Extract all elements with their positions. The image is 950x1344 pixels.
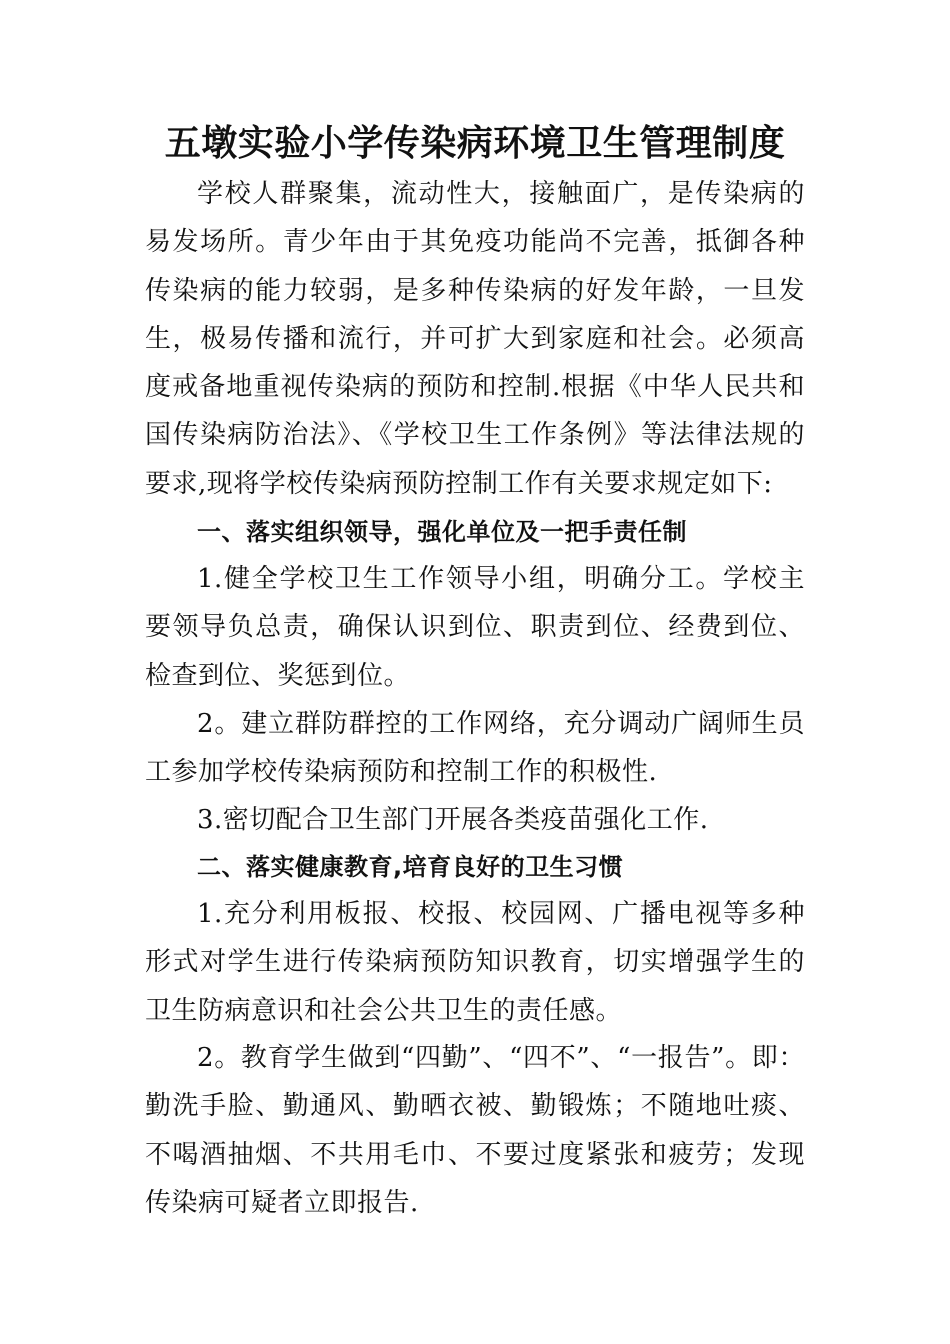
section2-heading: 二、落实健康教育,培育良好的卫生习惯	[197, 853, 624, 881]
document-title: 五墩实验小学传染病环境卫生管理制度	[164, 123, 786, 164]
section2-item-2: 2。教育学生做到“四勤”、“四不”、“一报告”。即：勤洗手脸、勤通风、勤晒衣被、勤锻炼；不随地吐痰、不喝酒抽烟、不共用毛巾、不要过度紧张和疲劳；发现传染病可疑者立即报告.	[145, 1043, 805, 1218]
section1-heading: 一、落实组织领导，强化单位及一把手责任制	[197, 518, 687, 546]
intro-paragraph: 学校人群聚集，流动性大，接触面广，是传染病的易发场所。青少年由于其免疫功能尚不完善，抵御各种传染病的能力较弱，是多种传染病的好发年龄，一旦发生，极易传播和流行，并可扩大到家庭和社会。必须高度戒备地重视传染病的预防和控制.根据《中华人民共和国传染病防治法》、《学校卫生工作条例》等法律法规的要求,现将学校传染病预防控制工作有关要求规定如下:	[145, 179, 805, 499]
section1-item-1: 1.健全学校卫生工作领导小组，明确分工。学校主要领导负总责，确保认识到位、职责到位、经费到位、检查到位、奖惩到位。	[145, 564, 805, 691]
section1-item-3: 3.密切配合卫生部门开展各类疫苗强化工作.	[197, 805, 709, 835]
section1-item-2: 2。建立群防群控的工作网络，充分调动广阔师生员工参加学校传染病预防和控制工作的积极性.	[145, 709, 805, 788]
section2-item-1: 1.充分利用板报、校报、校园网、广播电视等多种形式对学生进行传染病预防知识教育，切实增强学生的卫生防病意识和社会公共卫生的责任感。	[145, 899, 805, 1026]
